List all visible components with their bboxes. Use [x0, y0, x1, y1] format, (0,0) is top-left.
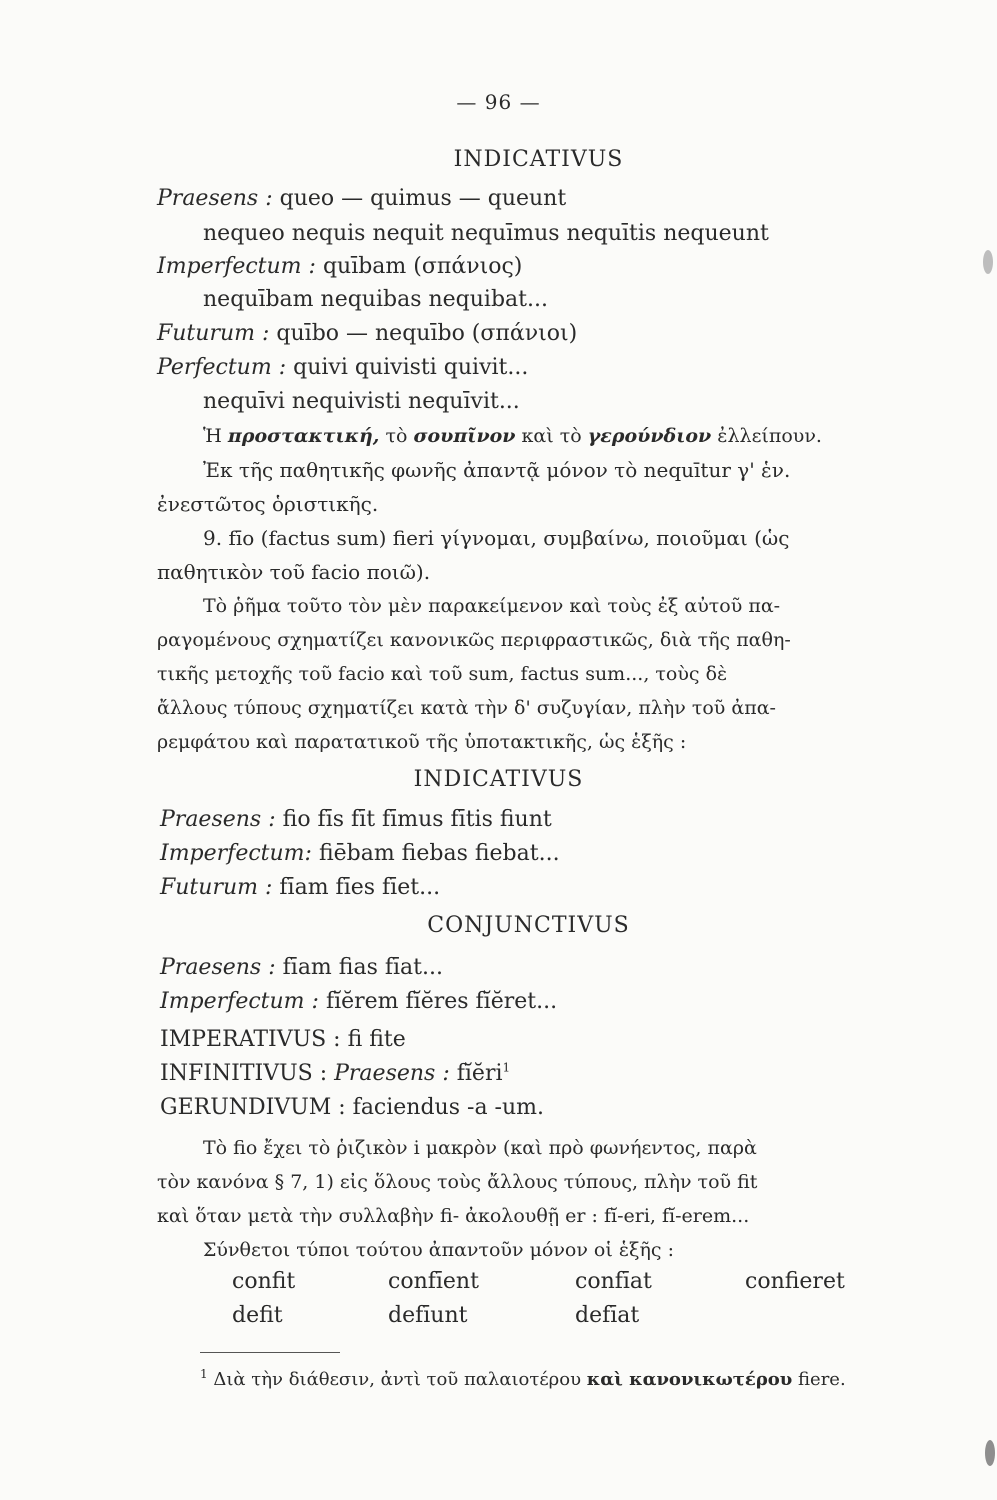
- tense-label: Praesens :: [160, 807, 276, 832]
- verb-forms: quivi quivisti quivit...: [293, 355, 529, 380]
- compound-cell: defīunt: [388, 1303, 468, 1328]
- compound-cell: confieret: [745, 1269, 845, 1294]
- tense-label: Futurum :: [160, 875, 273, 900]
- rule-line2: τὸν κανόνα § 7, 1) εἰς ὅλους τοὺς ἄλλους τύπους, πλὴν τοῦ fit: [157, 1171, 758, 1193]
- footnote-marker: 1: [200, 1367, 208, 1381]
- line-futurum-fio: [160, 874, 440, 902]
- line-conj-praesens: [160, 954, 443, 982]
- verb-forms: fīam fias fīat...: [282, 955, 443, 980]
- compound-cell: confīat: [575, 1269, 652, 1294]
- verb-forms: queo — quimus — queunt: [279, 186, 567, 211]
- tense-label: Futurum :: [157, 321, 270, 346]
- line-imperfectum-negative: nequībam nequibas nequibat...: [203, 287, 548, 312]
- tense-label: Perfectum :: [157, 355, 287, 380]
- footnote-reference: 1: [502, 1060, 511, 1075]
- line-imperfectum-fio: [160, 840, 560, 868]
- paragraph-9-line4: ραγομένους σχηματίζει κανονικῶς περιφραστικῶς, διὰ τῆς παθη-: [157, 629, 791, 651]
- line-praesens: [157, 185, 566, 213]
- compound-cell: defīat: [575, 1303, 640, 1328]
- compound-cell: defit: [232, 1303, 283, 1328]
- footnote: $^1$ Διὰ τὴν διάθεσιν, ἀντὶ τοῦ παλαιοτέρου καὶ κανονικωτέρου fiere.: [200, 1367, 846, 1390]
- compound-cell: confit: [232, 1269, 296, 1294]
- compound-cell: confīent: [388, 1269, 479, 1294]
- page-number: — 96 —: [456, 90, 541, 114]
- line-praesens-negative: nequeo nequis nequit nequīmus nequītis nequeunt: [203, 221, 769, 246]
- verb-forms: quībo — nequībo (σπάνιοι): [276, 321, 578, 346]
- paragraph-9-line5: τικῆς μετοχῆς τοῦ facio καὶ τοῦ sum, factus sum..., τοὺς δὲ: [157, 663, 728, 685]
- line-imperfectum: [157, 253, 522, 281]
- tense-label: Imperfectum :: [157, 254, 316, 279]
- tense-label: Imperfectum :: [160, 989, 319, 1014]
- note-missing-forms: Ἡ προστακτική, τὸ σουπῖνον καὶ τὸ γερούνδιον ἐλλείπουν.: [203, 425, 822, 447]
- line-gerundivum: GERUNDIVUM : faciendus -a -um.: [160, 1095, 545, 1120]
- scan-smudge: [985, 1440, 995, 1466]
- paragraph-9-line3: Τὸ ῥῆμα τοῦτο τὸν μὲν παρακείμενον καὶ τοὺς ἐξ αὐτοῦ πα-: [203, 595, 781, 617]
- note-passive-line2: ἐνεστῶτος ὁριστικῆς.: [157, 492, 379, 516]
- verb-forms: fĭĕrem fĭĕres fĭĕret...: [325, 989, 558, 1014]
- section-heading-indicativus-2: INDICATIVUS: [413, 767, 584, 792]
- footnote-divider: [200, 1352, 340, 1353]
- line-perfectum-negative: nequīvi nequivisti nequīvit...: [203, 389, 520, 414]
- note-passive-line1: Ἐκ τῆς παθητικῆς φωνῆς ἀπαντᾷ μόνον τὸ nequītur γ' ἑν.: [203, 458, 791, 482]
- verb-forms: quībam (σπάνιος): [322, 254, 523, 279]
- tense-label: Praesens :: [160, 955, 276, 980]
- line-futurum: [157, 320, 577, 348]
- section-heading-conjunctivus: CONJUNCTIVUS: [427, 913, 630, 938]
- line-imperativus: IMPERATIVUS : fi fite: [160, 1027, 406, 1052]
- paragraph-9-line1: 9. fīo (factus sum) fieri γίγνομαι, συμβαίνω, ποιοῦμαι (ὡς: [203, 526, 790, 550]
- rule-line4: Σύνθετοι τύποι τούτου ἀπαντοῦν μόνον οἱ ἑξῆς :: [203, 1239, 674, 1261]
- paragraph-9-line6: ἄλλους τύπους σχηματίζει κατὰ τὴν δ' συζυγίαν, πλὴν τοῦ ἀπα-: [157, 697, 776, 719]
- line-conj-imperfectum: [160, 988, 557, 1016]
- line-infinitivus: INFINITIVUS : Praesens : fĭĕri$^1$: [160, 1060, 511, 1086]
- tense-label: Imperfectum:: [160, 841, 312, 866]
- verb-forms: fio fīs fīt fīmus fītis fiunt: [282, 807, 552, 832]
- section-heading-indicativus: INDICATIVUS: [453, 147, 624, 172]
- line-praesens-fio: [160, 806, 552, 834]
- line-perfectum: [157, 354, 528, 382]
- scan-smudge: [983, 250, 993, 274]
- paragraph-9-line2: παθητικὸν τοῦ facio ποιῶ).: [157, 560, 431, 584]
- verb-forms: fiēbam fiebas fiebat...: [318, 841, 560, 866]
- paragraph-9-line7: ρεμφάτου καὶ παρατατικοῦ τῆς ὑποτακτικῆς, ὡς ἑξῆς :: [157, 731, 687, 753]
- verb-forms: fīam fīes fīet...: [279, 875, 441, 900]
- rule-line3: καὶ ὅταν μετὰ τὴν συλλαβὴν fi- ἀκολουθῇ er : fĭ-eri, fĭ-erem...: [157, 1205, 750, 1227]
- rule-line1: Τὸ fio ἔχει τὸ ῥιζικὸν i μακρὸν (καὶ πρὸ φωνήεντος, παρὰ: [203, 1137, 757, 1159]
- tense-label: Praesens :: [157, 186, 273, 211]
